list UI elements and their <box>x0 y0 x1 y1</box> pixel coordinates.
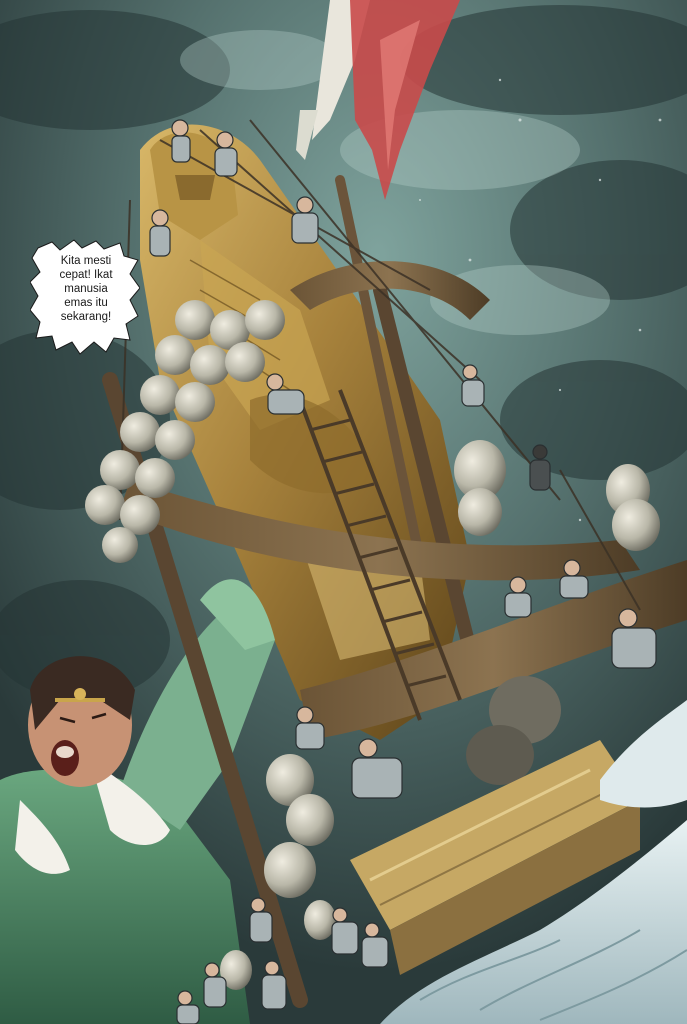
speech-bubble-text: Kita mesti cepat! Ikat manusia emas itu sekarang! <box>59 255 113 323</box>
worker-left-1 <box>150 210 170 256</box>
worker-top-1 <box>172 120 190 162</box>
speech-bubble <box>30 238 140 356</box>
worker-right-2 <box>530 445 550 490</box>
